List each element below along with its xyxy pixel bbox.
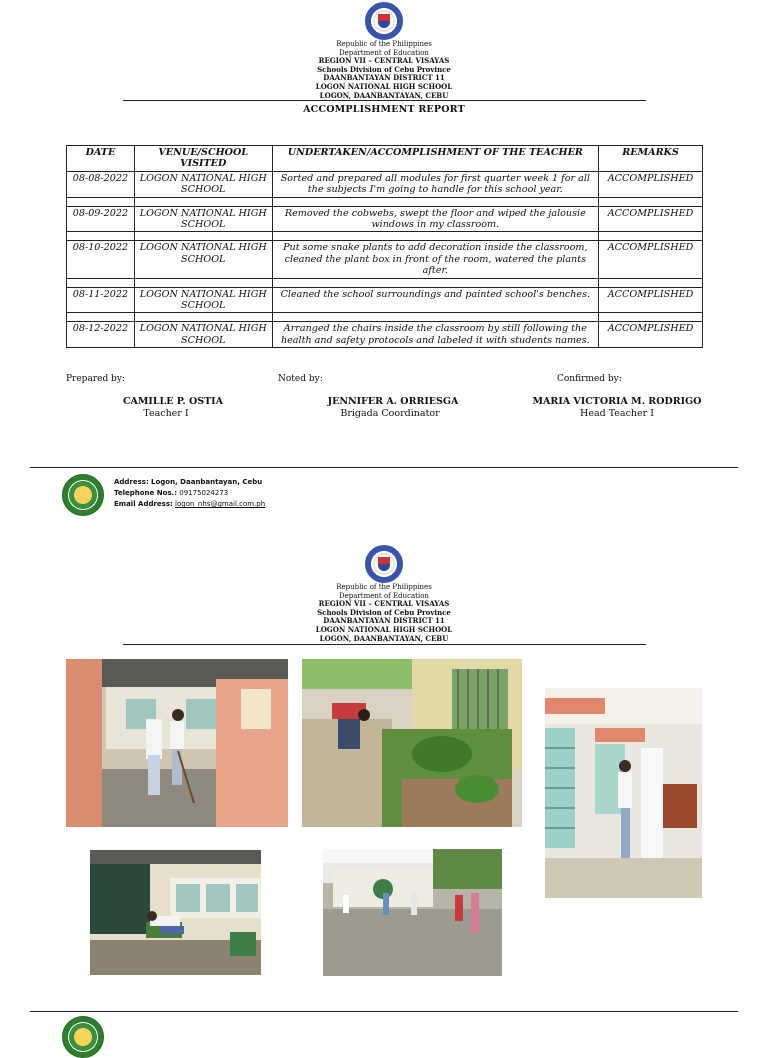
cell-remarks: ACCOMPLISHED [599,322,703,348]
republic-line: Republic of the Philippines [336,40,432,48]
footer-address-label: Address: [114,478,149,486]
address-line: LOGON, DAANBANTAYAN, CEBU [319,90,449,100]
division-line: Schools Division of Cebu Province [317,64,451,74]
col-header-venue: VENUE/SCHOOL VISITED [134,146,272,172]
cell-venue: LOGON NATIONAL HIGH SCHOOL [134,206,272,232]
report-title: ACCOMPLISHMENT REPORT [303,104,465,115]
spacer-row [67,313,703,322]
cell-activity: Arranged the chairs inside the classroom by still following the health and safety protocols and labeled it with students names. [272,322,598,348]
footer-email-label: Email Address: [114,500,173,508]
cell-date: 08-10-2022 [67,241,135,278]
department-line: Department of Education [339,48,429,57]
cell-venue: LOGON NATIONAL HIGH SCHOOL [134,287,272,313]
district-line: DAANBANTAYAN DISTRICT 11 [323,73,445,83]
cell-remarks: ACCOMPLISHED [599,241,703,278]
cell-remarks: ACCOMPLISHED [599,171,703,197]
region-line: REGION VII – CENTRAL VISAYAS [318,599,450,609]
header-divider [123,100,646,101]
region-line: REGION VII – CENTRAL VISAYAS [318,56,450,66]
footer-divider-2 [30,1011,738,1012]
letterhead-2 [0,545,768,643]
cell-remarks: ACCOMPLISHED [599,287,703,313]
confirmed-by-name: MARIA VICTORIA M. RODRIGO [532,396,702,407]
footer-divider [30,467,738,468]
spacer-row [67,197,703,206]
school-line: LOGON NATIONAL HIGH SCHOOL [315,624,453,634]
photo-arranging-chairs [90,850,261,975]
cell-activity: Removed the cobwebs, swept the floor and wiped the jalousie windows in my classroom. [272,206,598,232]
school-line: LOGON NATIONAL HIGH SCHOOL [315,81,453,91]
cell-date: 08-12-2022 [67,322,135,348]
photo-sweeping-classroom [66,659,288,827]
school-logo-icon [62,474,104,516]
department-line: Department of Education [339,591,429,600]
noted-by-role: Brigada Coordinator [340,408,440,419]
deped-seal-icon [365,545,403,583]
prepared-by-label: Prepared by: [66,374,125,384]
cell-remarks: ACCOMPLISHED [599,206,703,232]
division-line: Schools Division of Cebu Province [317,607,451,617]
footer-email-value[interactable]: logon_nhs@gmail.com.ph [175,500,266,508]
footer-address-value: Logon, Daanbantayan, Cebu [151,478,263,486]
noted-by-label: Noted by: [278,374,323,384]
republic-line: Republic of the Philippines [336,583,432,591]
spacer-row [67,278,703,287]
photo-wiping-windows [545,688,702,898]
footer-phone-value: 09175024273 [179,489,229,497]
cell-date: 08-08-2022 [67,171,135,197]
cell-activity: Put some snake plants to add decoration inside the classroom, cleaned the plant box in front of the room, watered the plants after. [272,241,598,278]
table-row [67,206,703,232]
noted-by-name: JENNIFER A. ORRIESGA [327,396,459,407]
photo-plant-box [302,659,522,827]
table-row [67,241,703,278]
letterhead-1 [0,2,768,100]
footer-contact [114,477,265,510]
accomplishment-table [66,145,703,348]
table-header-row [67,146,703,172]
confirmed-by-label: Confirmed by: [557,374,622,384]
deped-seal-icon [365,2,403,40]
cell-date: 08-09-2022 [67,206,135,232]
footer-phone-label: Telephone Nos.: [114,489,178,497]
table-row [67,287,703,313]
col-header-date: DATE [67,146,135,172]
cell-venue: LOGON NATIONAL HIGH SCHOOL [134,322,272,348]
cell-date: 08-11-2022 [67,287,135,313]
cell-activity: Sorted and prepared all modules for first quarter week 1 for all the subjects I'm going to handle for this school year. [272,171,598,197]
district-line: DAANBANTAYAN DISTRICT 11 [323,616,445,626]
col-header-activity: UNDERTAKEN/ACCOMPLISHMENT OF THE TEACHER [272,146,598,172]
prepared-by-role: Teacher I [143,408,189,419]
cell-activity: Cleaned the school surroundings and painted school's benches. [272,287,598,313]
table-row [67,171,703,197]
spacer-row [67,232,703,241]
address-line: LOGON, DAANBANTAYAN, CEBU [319,633,449,643]
school-logo-icon [62,1016,104,1058]
col-header-remarks: REMARKS [599,146,703,172]
confirmed-by-role: Head Teacher I [580,408,654,419]
header-divider [123,644,646,645]
photo-school-surroundings [323,849,502,976]
cell-venue: LOGON NATIONAL HIGH SCHOOL [134,171,272,197]
cell-venue: LOGON NATIONAL HIGH SCHOOL [134,241,272,278]
prepared-by-name: CAMILLE P. OSTIA [122,396,223,407]
table-row [67,322,703,348]
